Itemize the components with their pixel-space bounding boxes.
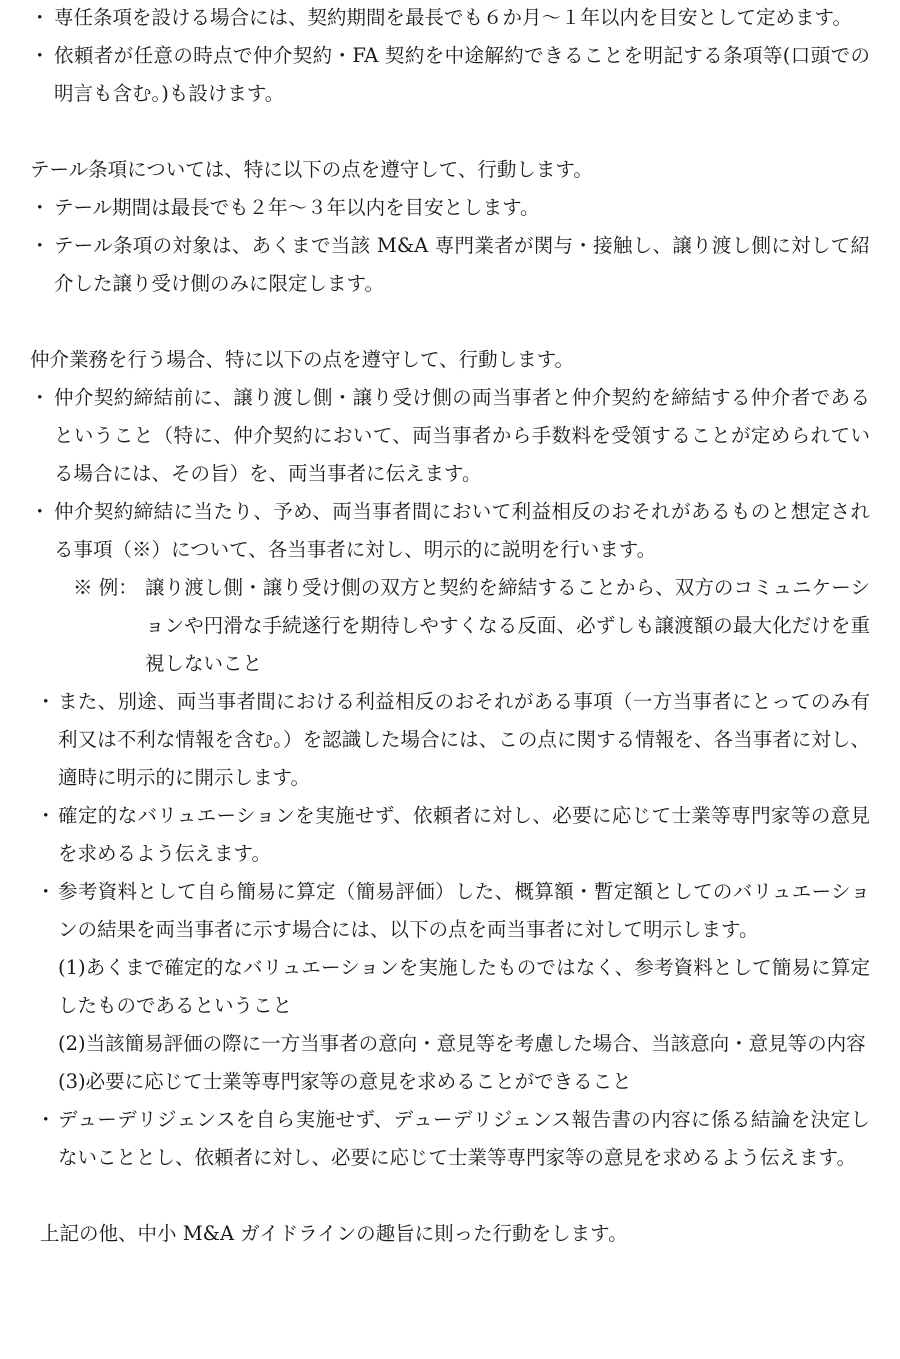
bullet-mark: ・ — [30, 386, 50, 409]
bullet-item — [0, 0, 900, 37]
bullet-item — [0, 493, 900, 569]
sub-item: (2)当該簡易評価の際に一方当事者の意向・意見等を考慮した場合、当該意向・意見等の内容 — [58, 1032, 866, 1055]
bullet-mark: ・ — [36, 880, 56, 903]
bullet-item — [0, 227, 900, 303]
section-gap — [0, 303, 900, 341]
bullet-item — [0, 873, 900, 949]
bullet-text: 依頼者が任意の時点で仲介契約・FA 契約を中途解約できることを明記する条項等(口頭での 明言も含む。)も設けます。 — [54, 44, 870, 105]
sub-item: (3)必要に応じて士業等専門家等の意見を求めることができること — [58, 1070, 632, 1093]
example-note — [0, 569, 900, 683]
bullet-mark: ・ — [30, 44, 50, 67]
section-heading: 仲介業務を行う場合、特に以下の点を遵守して、行動します。 — [30, 348, 575, 371]
bullet-item — [0, 37, 900, 113]
section-brokerage — [0, 341, 900, 1177]
bullet-text: 仲介契約締結に当たり、予め、両当事者間において利益相反のおそれがあるものと想定される事項（※）について、各当事者に対し、明示的に説明を行います。 — [54, 500, 870, 561]
bullet-item — [0, 379, 900, 493]
bullet-text: また、別途、両当事者間における利益相反のおそれがある事項（一方当事者にとってのみ有利又は不利な情報を含む。）を認識した場合には、この点に関する情報を、各当事者に対し、適時に明示的に開示します。 — [58, 690, 870, 789]
bullet-mark: ・ — [30, 234, 50, 257]
bullet-mark: ・ — [36, 690, 56, 713]
section-gap — [0, 1177, 900, 1215]
bullet-item — [0, 189, 900, 227]
note-text: 譲り渡し側・譲り受け側の双方と契約を締結することから、双方のコミュニケーションや円滑な手続遂行を期待しやすくなる反面、必ずしも譲渡額の最大化だけを重視しないこと — [145, 576, 870, 675]
bullet-text: テール条項の対象は、あくまで当該 M&A 専門業者が関与・接触し、譲り渡し側に対して紹 介した譲り受け側のみに限定します。 — [54, 234, 870, 295]
bullet-mark: ・ — [36, 804, 56, 827]
closing-statement: 上記の他、中小 M&A ガイドラインの趣旨に則った行動をします。 — [40, 1222, 628, 1245]
sub-item: (1)あくまで確定的なバリュエーションを実施したものではなく、参考資料として簡易に算定したものであるということ — [58, 956, 870, 1017]
bullet-mark: ・ — [36, 1108, 56, 1131]
section-gap — [0, 113, 900, 151]
bullet-text: 参考資料として自ら簡易に算定（簡易評価）した、概算額・暫定額としてのバリュエーションの結果を両当事者に示す場合には、以下の点を両当事者に対して明示します。 — [58, 880, 870, 941]
bullet-text: 専任条項を設ける場合には、契約期間を最長でも６か月〜１年以内を目安として定めます。 — [54, 6, 852, 29]
bullet-item — [0, 797, 900, 873]
bullet-mark: ・ — [30, 500, 50, 523]
bullet-item — [0, 1101, 900, 1177]
section-exclusivity — [0, 0, 900, 113]
bullet-text: デューデリジェンスを自ら実施せず、デューデリジェンス報告書の内容に係る結論を決定しないこととし、依頼者に対し、必要に応じて士業等専門家等の意見を求めるよう伝えます。 — [58, 1108, 870, 1169]
section-heading: テール条項については、特に以下の点を遵守して、行動します。 — [30, 158, 593, 181]
bullet-text: テール期間は最長でも２年〜３年以内を目安とします。 — [54, 196, 540, 219]
bullet-item — [0, 683, 900, 797]
section-tail-clause — [0, 151, 900, 303]
bullet-mark: ・ — [30, 6, 50, 29]
bullet-text: 確定的なバリュエーションを実施せず、依頼者に対し、必要に応じて士業等専門家等の意見を求めるよう伝えます。 — [58, 804, 870, 865]
bullet-mark: ・ — [30, 196, 50, 219]
bullet-text: 仲介契約締結前に、譲り渡し側・譲り受け側の両当事者と仲介契約を締結する仲介者であるということ（特に、仲介契約において、両当事者から手数料を受領することが定められている場合には、その旨）を、両当事者に伝えます。 — [54, 386, 870, 485]
note-label: ※ 例： — [73, 576, 138, 599]
